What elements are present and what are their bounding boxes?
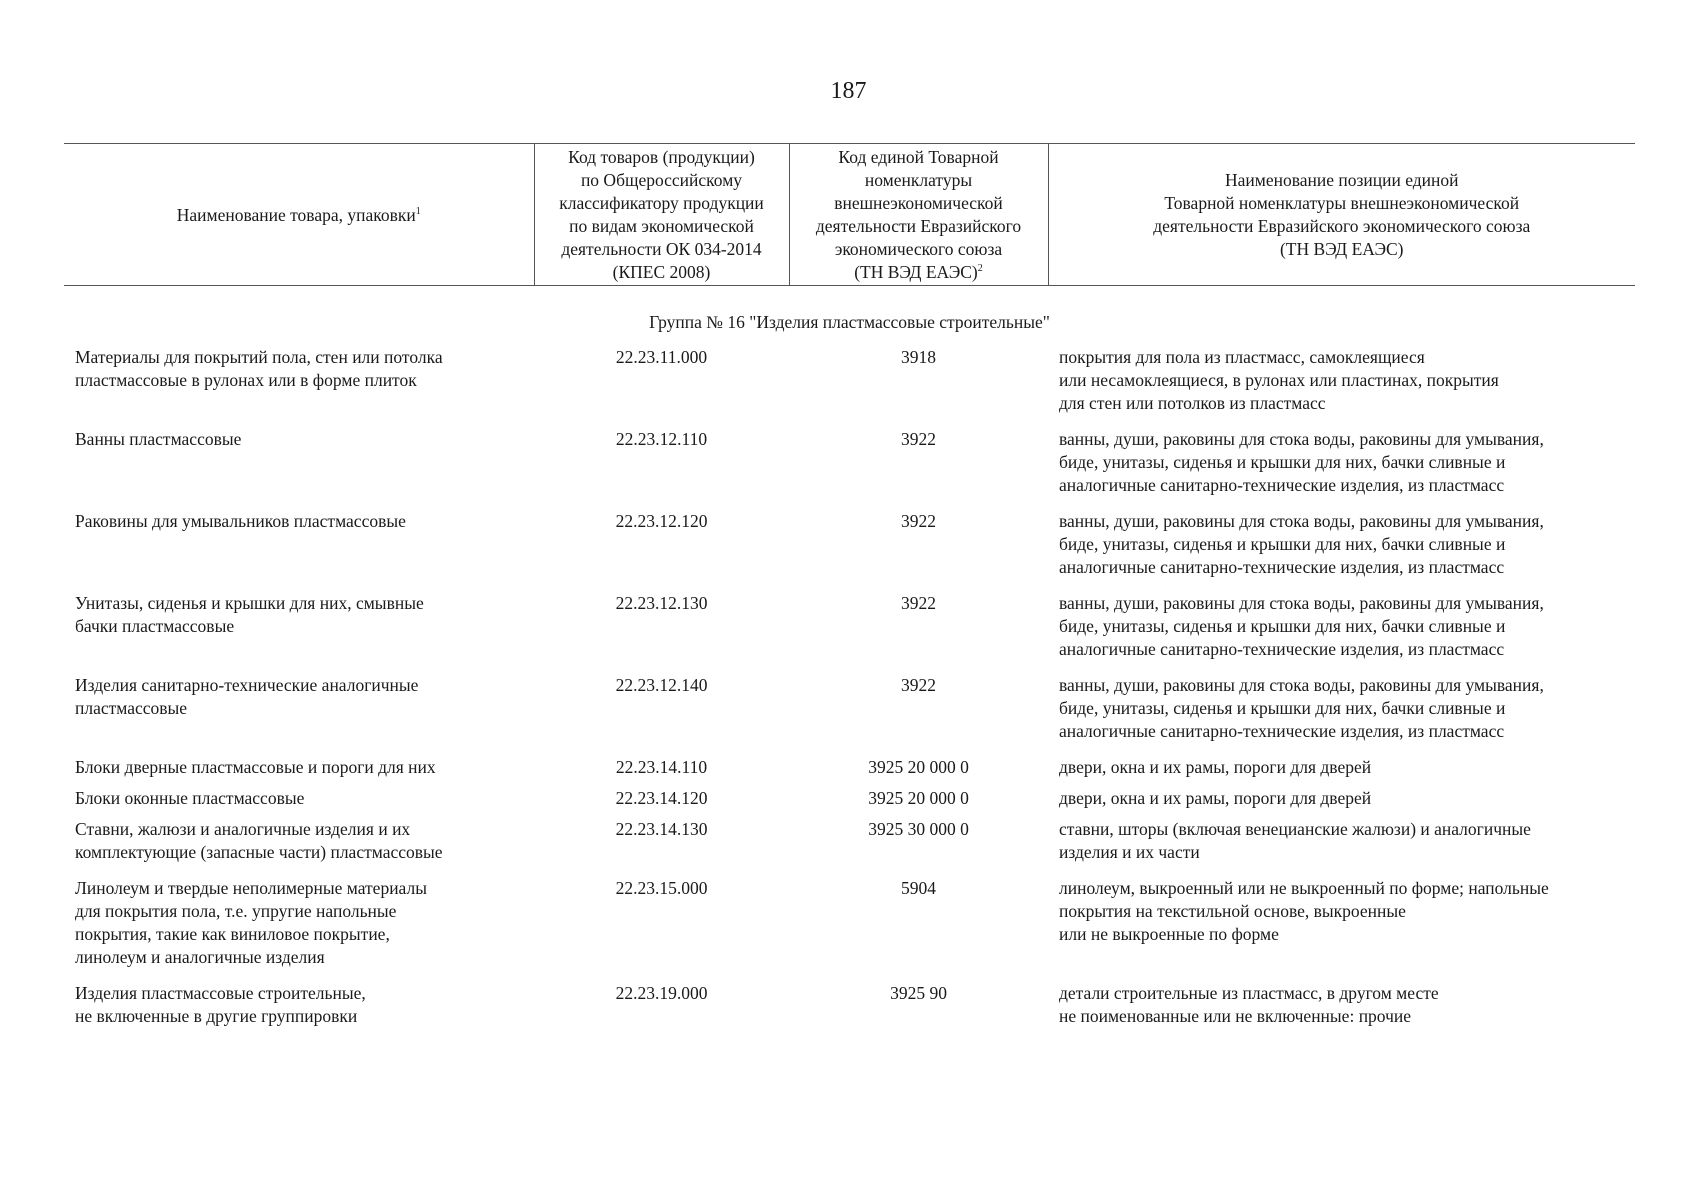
header-okpd-code: Код товаров (продукции) по Общероссийскому классификатору продукции по видам экономической деятельности ОК 034-2014 (КПЕС 2008) (534, 144, 789, 286)
okpd-code: 22.23.19.000 (615, 983, 708, 1003)
header-tnved-code: Код единой Товарной номенклатуры внешнеэкономической деятельности Евразийского экономического союза (ТН ВЭД ЕАЭС)$^2$ (789, 144, 1048, 286)
tnved-description: двери, окна и их рамы, пороги для дверей (1059, 788, 1372, 808)
tnved-description: линолеум, выкроенный или не выкроенный по форме; напольные покрытия на текстильной основе, выкроенные или не выкроенные по форме (1059, 878, 1549, 944)
tnved-code: 3922 (901, 429, 936, 449)
tnved-code: 3925 20 000 0 (868, 757, 969, 777)
okpd-code: 22.23.14.120 (615, 788, 708, 808)
product-name: Изделия санитарно-технические аналогичные пластмассовые (75, 675, 419, 718)
tnved-code: 3922 (901, 511, 936, 531)
tnved-description: ванны, души, раковины для стока воды, раковины для умывания, биде, унитазы, сиденья и крышки для них, бачки сливные и аналогичные санитарно-технические изделия, из пластмасс (1059, 593, 1544, 659)
table-row (64, 588, 1635, 670)
table-row (64, 873, 1635, 978)
table-row (64, 670, 1635, 752)
product-name: Ванны пластмассовые (75, 429, 242, 449)
product-name: Раковины для умывальников пластмассовые (75, 511, 406, 531)
okpd-code: 22.23.15.000 (615, 878, 708, 898)
okpd-code: 22.23.14.110 (615, 757, 708, 777)
tnved-code: 3922 (901, 593, 936, 613)
header-tnved-name: Наименование позиции единой Товарной номенклатуры внешнеэкономической деятельности Евразийского экономического союза (ТН ВЭД ЕАЭС) (1048, 144, 1635, 286)
footnote-ref-1: 1 (415, 205, 421, 217)
okpd-code: 22.23.14.130 (615, 819, 708, 839)
product-name: Линолеум и твердые неполимерные материалы для покрытия пола, т.е. упругие напольные покрытия, такие как виниловое покрытие, линолеум и аналогичные изделия (75, 878, 427, 967)
group-title-row (64, 286, 1635, 343)
tnved-code: 5904 (901, 878, 936, 898)
tnved-code: 3918 (901, 347, 936, 367)
table-row (64, 424, 1635, 506)
table-row (64, 342, 1635, 424)
table-header-row (64, 144, 1635, 286)
okpd-code: 22.23.12.130 (615, 593, 708, 613)
okpd-code: 22.23.12.120 (615, 511, 708, 531)
okpd-code: 22.23.12.110 (615, 429, 708, 449)
tnved-description: детали строительные из пластмасс, в другом месте не поименованные или не включенные: прочие (1059, 983, 1439, 1026)
table-row (64, 752, 1635, 783)
footnote-ref-2: 2 (977, 263, 983, 275)
tnved-code: 3925 30 000 0 (868, 819, 969, 839)
okpd-code: 22.23.11.000 (615, 347, 708, 367)
table-row (64, 978, 1635, 1037)
product-name: Блоки дверные пластмассовые и пороги для них (75, 757, 436, 777)
tnved-description: двери, окна и их рамы, пороги для дверей (1059, 757, 1372, 777)
tnved-code: 3925 90 (890, 983, 947, 1003)
tnved-code: 3922 (901, 675, 936, 695)
page-number: 187 (830, 78, 867, 104)
group-title: Группа № 16 "Изделия пластмассовые строительные" (649, 312, 1050, 332)
tnved-code: 3925 20 000 0 (868, 788, 969, 808)
classification-table (64, 143, 1635, 1037)
product-name: Материалы для покрытий пола, стен или потолка пластмассовые в рулонах или в форме плиток (75, 347, 443, 390)
header-product-name: Наименование товара, упаковки$^1$ (176, 204, 421, 225)
table-row (64, 506, 1635, 588)
table-row (64, 783, 1635, 814)
okpd-code: 22.23.12.140 (615, 675, 708, 695)
tnved-description: ванны, души, раковины для стока воды, раковины для умывания, биде, унитазы, сиденья и крышки для них, бачки сливные и аналогичные санитарно-технические изделия, из пластмасс (1059, 429, 1544, 495)
tnved-description: ванны, души, раковины для стока воды, раковины для умывания, биде, унитазы, сиденья и крышки для них, бачки сливные и аналогичные санитарно-технические изделия, из пластмасс (1059, 511, 1544, 577)
table-row (64, 814, 1635, 873)
tnved-description: ставни, шторы (включая венецианские жалюзи) и аналогичные изделия и их части (1059, 819, 1531, 862)
product-name: Блоки оконные пластмассовые (75, 788, 305, 808)
tnved-description: ванны, души, раковины для стока воды, раковины для умывания, биде, унитазы, сиденья и крышки для них, бачки сливные и аналогичные санитарно-технические изделия, из пластмасс (1059, 675, 1544, 741)
product-name: Ставни, жалюзи и аналогичные изделия и их комплектующие (запасные части) пластмассовые (75, 819, 443, 862)
product-name: Изделия пластмассовые строительные, не включенные в другие группировки (75, 983, 366, 1026)
tnved-description: покрытия для пола из пластмасс, самоклеящиеся или несамоклеящиеся, в рулонах или пластинах, покрытия для стен или потолков из пластмасс (1059, 347, 1499, 413)
product-name: Унитазы, сиденья и крышки для них, смывные бачки пластмассовые (75, 593, 424, 636)
